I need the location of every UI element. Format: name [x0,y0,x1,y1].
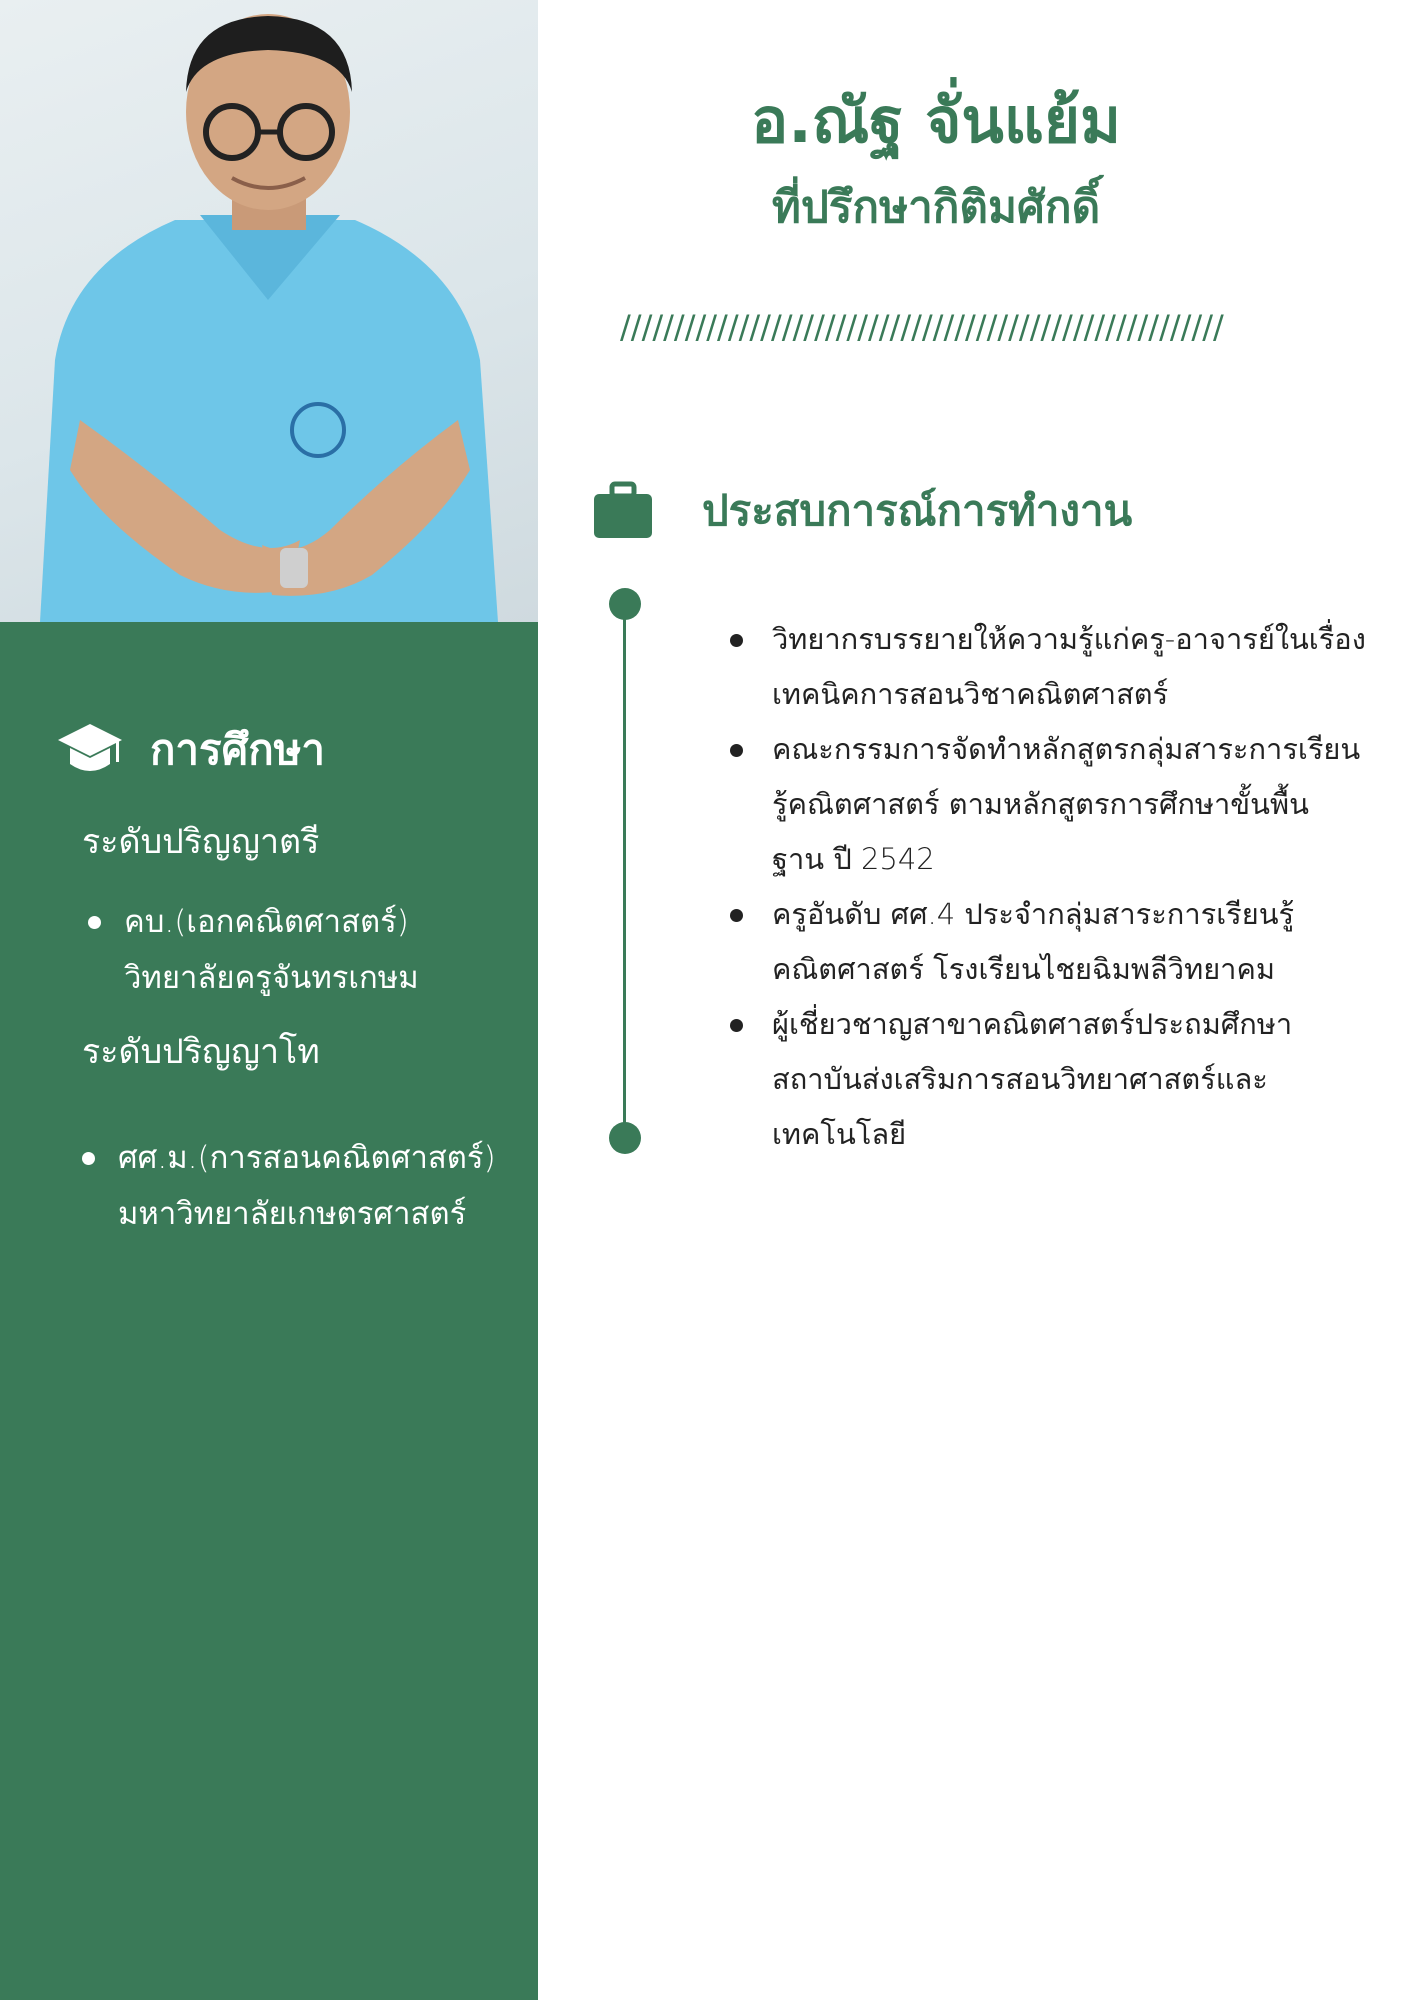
master-institution-line: มหาวิทยาลัยเกษตรศาสตร์ [118,1196,467,1232]
bachelor-degree-label: ระดับปริญญาตรี [82,822,320,862]
profile-subtitle: ที่ปรึกษากิติมศักดิ์ [771,182,1101,233]
bullet-icon [82,1152,95,1165]
briefcase-icon [592,480,654,542]
work-experience-list [772,612,1372,1162]
bachelor-degree-item [124,894,419,1006]
bullet-icon [730,634,743,647]
work-item-line: ผู้เชี่ยวชาญสาขาคณิตศาสตร์ประถมศึกษา [772,1007,1293,1041]
work-item-line: สถาบันส่งเสริมการสอนวิทยาศาสตร์และ [772,1062,1268,1096]
work-item-line: วิทยากรบรรยายให้ความรู้แก่ครู-อาจารย์ในเรื่อง [772,622,1366,656]
work-item-line: คณิตศาสตร์ โรงเรียนไชยฉิมพลีวิทยาคม [772,952,1275,986]
work-item [772,722,1372,887]
profile-photo [0,0,538,622]
work-item [772,612,1372,722]
work-item-line: ฐาน ปี 2542 [772,842,935,876]
bullet-icon [730,744,743,757]
bachelor-degree-line: คบ.(เอกคณิตศาสตร์) [124,904,409,940]
timeline-end-dot [609,1122,641,1154]
work-item-line: เทคโนโลยี [772,1117,907,1151]
work-item [772,997,1372,1162]
bullet-icon [88,916,101,929]
timeline-line [623,604,626,1136]
master-degree-label: ระดับปริญญาโท [82,1032,320,1072]
work-item [772,887,1372,997]
bachelor-institution-line: วิทยาลัยครูจันทรเกษม [124,960,419,996]
master-degree-item [118,1130,496,1242]
work-item-line: ครูอันดับ ศศ.4 ประจำกลุ่มสาระการเรียนรู้ [772,897,1295,931]
master-degree-line: ศศ.ม.(การสอนคณิตศาสตร์) [118,1140,496,1176]
bullet-icon [730,1019,743,1032]
work-item-line: คณะกรรมการจัดทำหลักสูตรกลุ่มสาระการเรียน [772,732,1361,766]
work-item-line: รู้คณิตศาสตร์ ตามหลักสูตรการศึกษาขั้นพื้น [772,787,1309,821]
timeline-start-dot [609,588,641,620]
person-illustration [0,0,538,622]
education-header [58,722,325,778]
graduation-cap-icon [58,722,122,778]
sidebar [0,0,538,2000]
decorative-divider: //////////////////////////////////////////////////////// [620,308,1224,346]
profile-name: อ.ณัฐ จั่นแย้ม [751,84,1121,157]
bullet-icon [730,909,743,922]
work-experience-header [592,478,1132,544]
work-experience-title: ประสบการณ์การทำงาน [702,486,1133,535]
work-item-line: เทคนิคการสอนวิชาคณิตศาสตร์ [772,677,1169,711]
education-title: การศึกษา [150,725,325,774]
